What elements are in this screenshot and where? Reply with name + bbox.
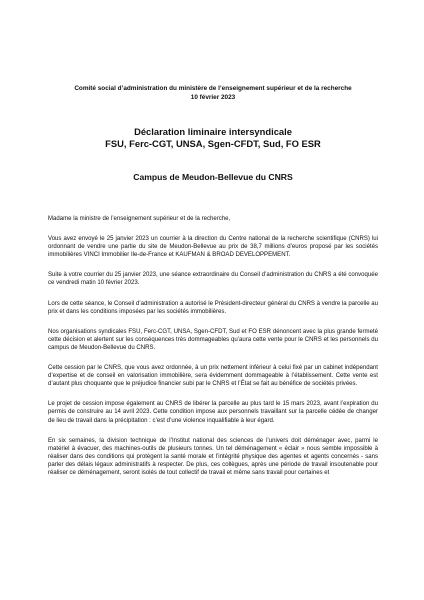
paragraph-6: Le projet de cession impose également au CNRS de libérer la parcelle au plus tard le 15 mars 2023, avant l’expiration du permis de construire au 14 avril 2023. Cette condition impose aux personnels travaillant sur la parcelle cédée de changer de lieu de travail dans la précipitation : c’est d’une violence inqualifiable à leur égard. [48, 401, 378, 424]
declaration-title: Déclaration liminaire intersyndicale [134, 125, 292, 137]
header-date: 10 février 2023 [190, 94, 236, 102]
unions-title: FSU, Ferc-CGT, UNSA, Sgen-CFDT, Sud, FO ESR [105, 138, 321, 150]
paragraph-2: Suite à votre courrier du 25 janvier 2023, une séance extraordinaire du Conseil d’administration du CNRS a été convoquée ce vendredi matin 10 février 2023. [48, 272, 378, 287]
paragraph-4: Nos organisations syndicales FSU, Ferc-CGT, UNSA, Sgen-CFDT, Sud et FO ESR dénoncent avec la plus grande fermeté cette décision et alertent sur les conséquences très dommageables qu’aura cette vente pour le CNRS et les personnels du campus de Meudon-Bellevue du CNRS. [48, 328, 378, 351]
campus-subtitle: Campus de Meudon-Bellevue du CNRS [133, 172, 293, 182]
paragraph-1: Vous avez envoyé le 25 janvier 2023 un courrier à la direction du Centre national de la recherche scientifique (CNRS) lui ordonnant de vendre une partie du site de Meudon-Bellevue au prix de 38,7 millions d’euros proposé par les sociétés immobilières VINCI Immobilier Ile-de-France et KAUFMAN & BROAD DEVELOPPEMENT. [48, 236, 378, 259]
salutation: Madame la ministre de l’enseignement supérieur et de la recherche, [48, 216, 231, 222]
paragraph-5: Cette cession par le CNRS, que vous avez ordonnée, à un prix nettement inférieur à celui fixé par un cabinet indépendant d’expertise et de conseil en valorisation immobilière, sera évidemment dommageable à l’établissement. Cette vente est d’autant plus choquante que le préjudice financier subi par le CNRS et l’État se fait au bénéfice de sociétés privées. [48, 365, 378, 388]
header-committee: Comité social d’administration du ministère de l’enseignement supérieur et de la recherche [74, 85, 352, 92]
paragraph-3: Lors de cette séance, le Conseil d’administration a autorisé le Président-directeur général du CNRS à vendre la parcelle au prix et dans les conditions imposées par les sociétés immobilières. [48, 300, 378, 315]
paragraph-7: En six semaines, la division technique de l’Institut national des sciences de l’univers doit déménager avec, parmi le matériel à évacuer, des machines-outils de plusieurs tonnes. Un tel déménagement « éclair » nous semble impossible à réaliser dans des conditions qui protègent la santé morale et l’intégrité physique des agentes et agents concernés - sans parler des délais légaux administratifs à respecter. De plus, ces collègues, après une période de travail insoutenable pour réaliser ce déménagement, seront isolés de tout collectif de travail et même sans travail pour certaines et [48, 437, 378, 476]
